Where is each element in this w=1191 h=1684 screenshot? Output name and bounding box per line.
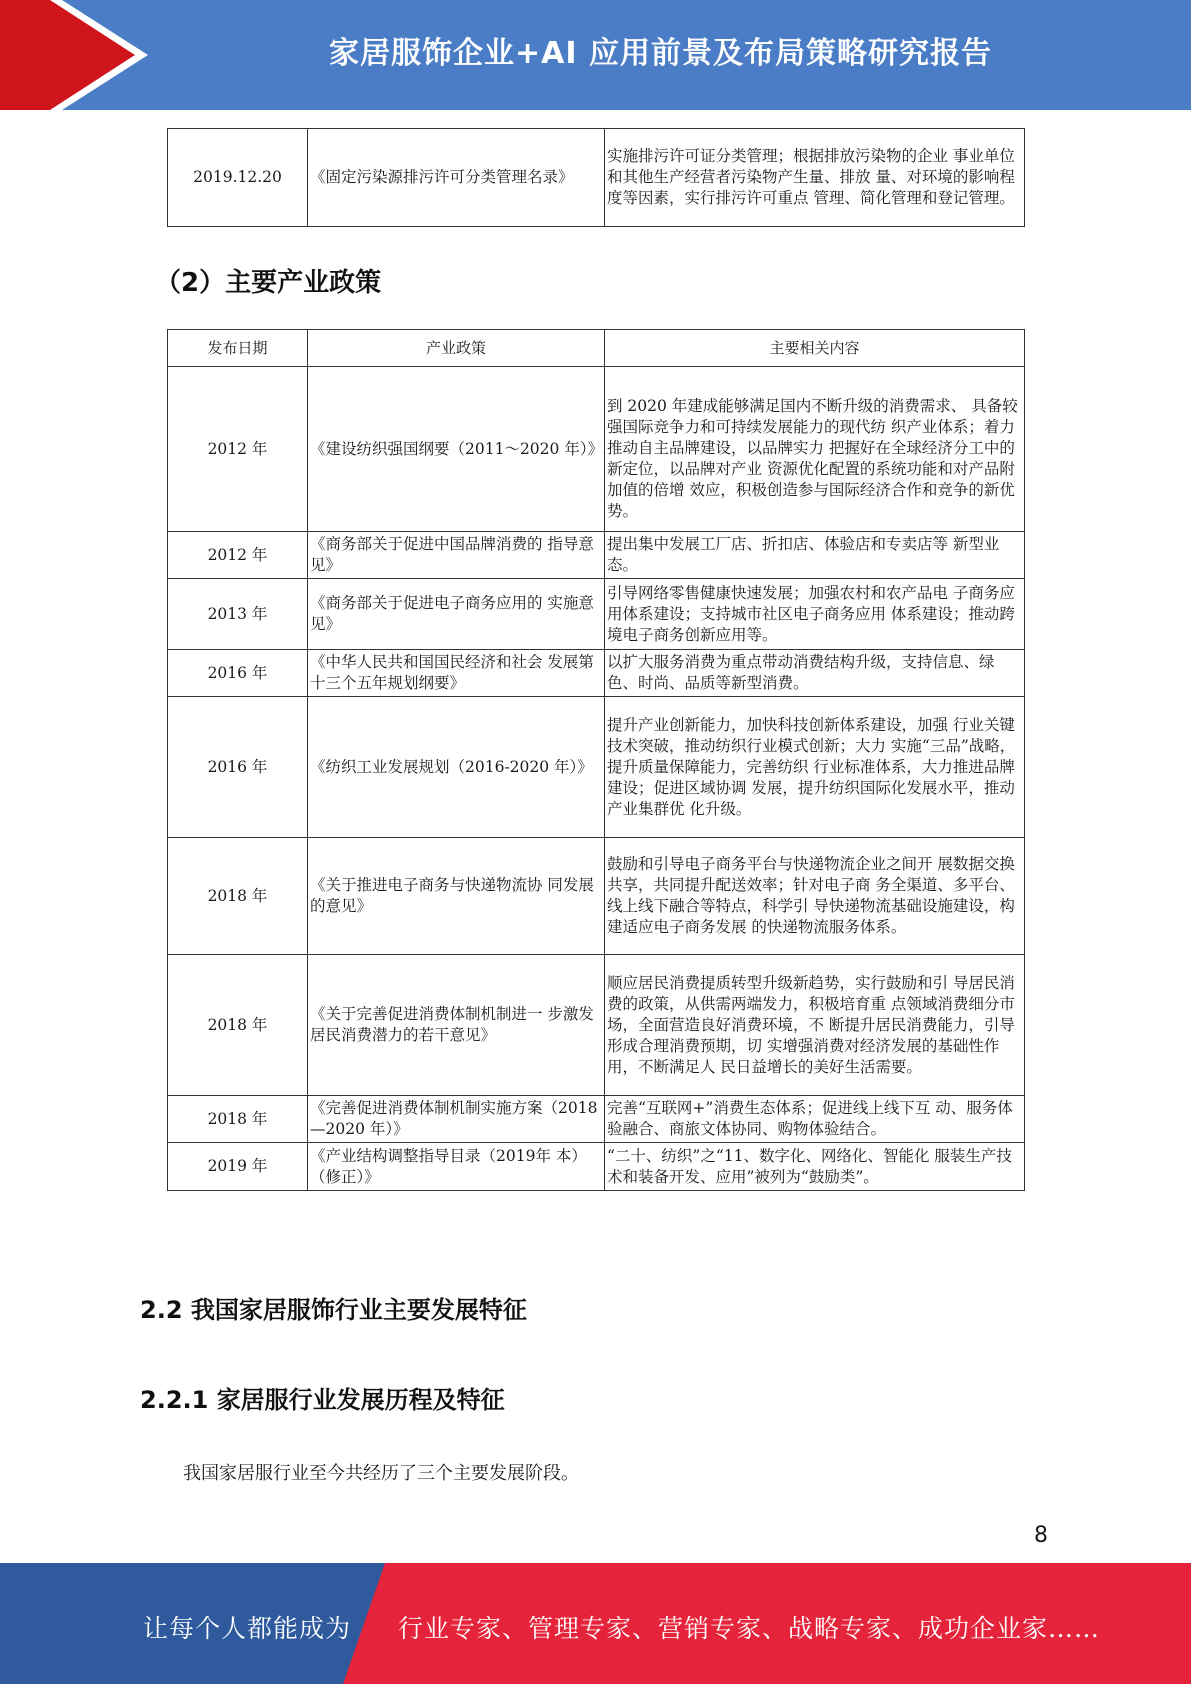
release-date-cell: 2012 年	[168, 532, 308, 579]
release-date-cell: 2012 年	[168, 367, 308, 532]
header-chevron-icon	[0, 0, 160, 110]
policy-content-cell: 完善“互联网+”消费生态体系；促进线上线下互 动、服务体验融合、商旅文体协同、购物体验结合。	[605, 1096, 1025, 1143]
table-header-row	[168, 330, 1025, 367]
release-date-cell: 2019.12.20	[168, 129, 308, 227]
policy-content-cell: 提升产业创新能力，加快科技创新体系建设，加强 行业关键技术突破，推动纺织行业模式创新；大力 实施“三品”战略，提升质量保障能力，完善纺织 行业标准体系，大力推进品牌建设；促进区域协调 发展，提升纺织国际化发展水平，推动产业集群优 化升级。	[605, 697, 1025, 838]
column-header-content: 主要相关内容	[605, 330, 1025, 367]
policy-name-cell: 《固定污染源排污许可分类管理名录》	[308, 129, 605, 227]
policy-name-cell: 《商务部关于促进电子商务应用的 实施意见》	[308, 579, 605, 650]
report-title: 家居服饰企业+AI 应用前景及布局策略研究报告	[329, 36, 992, 71]
policy-table-continued	[167, 128, 1025, 227]
table-row	[168, 697, 1025, 838]
table-row	[168, 650, 1025, 697]
section-heading-2-2: 2.2 我国家居服饰行业主要发展特征	[140, 1296, 527, 1324]
policy-name-cell: 《中华人民共和国国民经济和社会 发展第十三个五年规划纲要》	[308, 650, 605, 697]
section-heading-2-2-1: 2.2.1 家居服行业发展历程及特征	[140, 1386, 505, 1414]
release-date-cell: 2016 年	[168, 697, 308, 838]
policy-content-cell: 鼓励和引导电子商务平台与快递物流企业之间开 展数据交换共享，共同提升配送效率；针对电子商 务全渠道、多平台、线上线下融合等特点，科学引 导快递物流基础设施建设，构建适应电子商务发展 的快递物流服务体系。	[605, 838, 1025, 955]
column-header-date: 发布日期	[168, 330, 308, 367]
policy-name-cell: 《完善促进消费体制机制实施方案（2018—2020 年）》	[308, 1096, 605, 1143]
policy-content-cell: 顺应居民消费提质转型升级新趋势，实行鼓励和引 导居民消费的政策，从供需两端发力，积极培育重 点领域消费细分市场，全面营造良好消费环境，不 断提升居民消费能力，引导形成合理消费预期，切 实增强消费对经济发展的基础性作用，不断满足人 民日益增长的美好生活需要。	[605, 955, 1025, 1096]
policy-content-cell: 以扩大服务消费为重点带动消费结构升级，支持信息、绿色、时尚、品质等新型消费。	[605, 650, 1025, 697]
policy-content-cell: “二十、纺织”之“11、数字化、网络化、智能化 服装生产技术和装备开发、应用”被列为“鼓励类”。	[605, 1143, 1025, 1191]
policy-content-cell: 引导网络零售健康快速发展；加强农村和农产品电 子商务应用体系建设；支持城市社区电子商务应用 体系建设；推动跨境电子商务创新应用等。	[605, 579, 1025, 650]
policy-name-cell: 《关于推进电子商务与快递物流协 同发展的意见》	[308, 838, 605, 955]
industry-policy-table	[167, 329, 1025, 1191]
table-row	[168, 955, 1025, 1096]
table-row	[168, 532, 1025, 579]
release-date-cell: 2019 年	[168, 1143, 308, 1191]
policy-content-cell: 实施排污许可证分类管理；根据排放污染物的企业 事业单位和其他生产经营者污染物产生量、排放 量、对环境的影响程度等因素，实行排污许可重点 管理、简化管理和登记管理。	[605, 129, 1025, 227]
table-row	[168, 367, 1025, 532]
release-date-cell: 2018 年	[168, 1096, 308, 1143]
policy-name-cell: 《产业结构调整指导目录（2019年 本）（修正）》	[308, 1143, 605, 1191]
table-row	[168, 579, 1025, 650]
page-footer	[0, 1563, 1191, 1684]
release-date-cell: 2018 年	[168, 838, 308, 955]
policy-content-cell: 提出集中发展工厂店、折扣店、体验店和专卖店等 新型业态。	[605, 532, 1025, 579]
release-date-cell: 2018 年	[168, 955, 308, 1096]
section-heading-industry-policies: （2）主要产业政策	[155, 268, 382, 298]
column-header-policy: 产业政策	[308, 330, 605, 367]
table-row	[168, 1143, 1025, 1191]
footer-slogan-left: 让每个人都能成为	[143, 1614, 352, 1643]
table-row	[168, 129, 1025, 227]
table-row	[168, 838, 1025, 955]
page-header	[0, 0, 1191, 110]
page-number: 8	[1034, 1523, 1048, 1548]
body-paragraph: 我国家居服行业至今共经历了三个主要发展阶段。	[183, 1463, 579, 1484]
policy-name-cell: 《纺织工业发展规划（2016-2020 年）》	[308, 697, 605, 838]
policy-name-cell: 《商务部关于促进中国品牌消费的 指导意见》	[308, 532, 605, 579]
release-date-cell: 2016 年	[168, 650, 308, 697]
release-date-cell: 2013 年	[168, 579, 308, 650]
policy-name-cell: 《关于完善促进消费体制机制进一 步激发居民消费潜力的若干意见》	[308, 955, 605, 1096]
policy-content-cell: 到 2020 年建成能够满足国内不断升级的消费需求、 具备较强国际竞争力和可持续发展能力的现代纺 织产业体系；着力推动自主品牌建设，以品牌实力 把握好在全球经济分工中的新定位，以品牌对产业 资源优化配置的系统功能和对产品附加值的倍增 效应，积极创造参与国际经济合作和竞争的新优 势。	[605, 367, 1025, 532]
footer-slogan-right: 行业专家、管理专家、营销专家、战略专家、成功企业家……	[398, 1614, 1101, 1643]
table-row	[168, 1096, 1025, 1143]
policy-name-cell: 《建设纺织强国纲要（2011～2020 年）》	[308, 367, 605, 532]
